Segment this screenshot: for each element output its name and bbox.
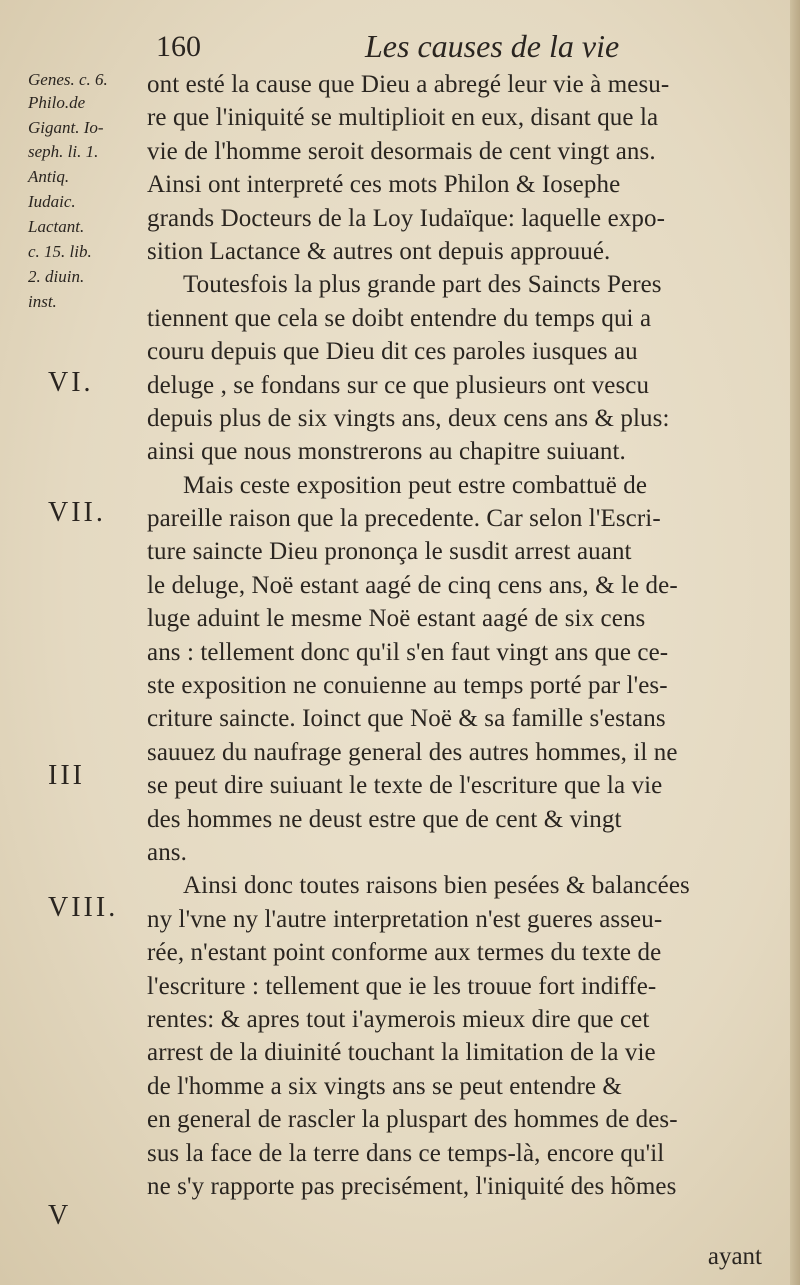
text-line: des hommes ne deust estre que de cent & vingt: [147, 805, 622, 833]
body-text: [147, 68, 767, 1203]
text-line: rentes: & apres tout i'aymerois mieux dire que cet: [147, 1005, 650, 1033]
text-line: le deluge, Noë estant aagé de cinq cens ans, & le de-: [147, 571, 678, 599]
text-line: rée, n'estant point conforme aux termes du texte de: [147, 939, 662, 967]
text-line: ne s'y rapporte pas precisément, l'iniquité des hõmes: [147, 1172, 677, 1200]
margin-note: seph. li. 1.: [28, 142, 99, 161]
text-line: criture saincte. Ioinct que Noë & sa famille s'estans: [147, 705, 666, 733]
text-line: ainsi que nous monstrerons au chapitre suiuant.: [147, 438, 626, 466]
section-marker: V: [48, 1200, 72, 1231]
text-line: en general de rascler la pluspart des hommes de des-: [147, 1106, 678, 1134]
text-line: ont esté la cause que Dieu a abregé leur vie à mesu-: [147, 71, 670, 98]
margin-note: Philo.de: [28, 93, 86, 112]
text-line: re que l'iniquité se multiplioit en eux, disant que la: [147, 104, 659, 132]
section-marker: VII.: [48, 497, 106, 528]
text-line: se peut dire suiuant le texte de l'escriture que la vie: [147, 772, 663, 800]
text-line: ans.: [147, 838, 187, 866]
text-line: l'escriture : tellement que ie les trouue fort indiffe-: [147, 972, 657, 1000]
text-line: sition Lactance & autres ont depuis approuué.: [147, 237, 611, 265]
text-line: tiennent que cela se doibt entendre du temps qui a: [147, 304, 652, 332]
text-line: grands Docteurs de la Loy Iudaïque: laquelle expo-: [147, 204, 666, 232]
text-line: luge aduint le mesme Noë estant aagé de six cens: [147, 605, 646, 633]
running-title: Les causes de la vie: [365, 28, 620, 64]
margin-note: Genes. c. 6.: [28, 70, 108, 89]
text-line: depuis plus de six vingts ans, deux cens ans & plus:: [147, 404, 670, 432]
text-line: arrest de la diuinité touchant la limitation de la vie: [147, 1039, 656, 1067]
text-line: Mais ceste exposition peut estre combattuë de: [183, 471, 648, 499]
margin-note: Iudaic.: [28, 192, 76, 211]
text-line: de l'homme a six vingts ans se peut entendre &: [147, 1072, 622, 1100]
text-line: vie de l'homme seroit desormais de cent vingt ans.: [147, 137, 656, 165]
text-line: Ainsi ont interpreté ces mots Philon & Iosephe: [147, 171, 621, 199]
section-marker: VI.: [48, 367, 94, 398]
page-number: 160: [156, 30, 201, 63]
margin-note: Lactant.: [28, 217, 85, 236]
text-line: Toutesfois la plus grande part des Saincts Peres: [183, 271, 662, 299]
page-header: [150, 22, 770, 66]
text-line: ste exposition ne conuienne au temps porté par l'es-: [147, 672, 668, 700]
margin-note: Gigant. Io-: [28, 118, 104, 137]
section-marker: III: [48, 760, 85, 791]
text-line: ans : tellement donc qu'il s'en faut vingt ans que ce-: [147, 638, 669, 666]
text-line: deluge , se fondans sur ce que plusieurs ont vescu: [147, 371, 650, 399]
text-line: pareille raison que la precedente. Car selon l'Escri-: [147, 505, 661, 533]
text-line: sauuez du naufrage general des autres hommes, il ne: [147, 738, 678, 766]
text-line: sus la face de la terre dans ce temps-là, encore qu'il: [147, 1139, 665, 1167]
text-line: ture saincte Dieu prononça le susdit arrest auant: [147, 538, 632, 566]
margin-note: inst.: [28, 292, 57, 311]
section-marker: VIII.: [48, 892, 119, 923]
text-line: couru depuis que Dieu dit ces paroles iusques au: [147, 338, 638, 366]
margin-note: 2. diuin.: [28, 267, 85, 286]
page-edge: [790, 0, 800, 1285]
margin-note: c. 15. lib.: [28, 242, 92, 261]
text-line: ny l'vne ny l'autre interpretation n'est gueres asseu-: [147, 905, 663, 933]
margin-notes: [28, 70, 153, 1270]
text-line: Ainsi donc toutes raisons bien pesées & balancées: [183, 872, 690, 900]
margin-note: Antiq.: [28, 167, 70, 186]
catchword: ayant: [707, 1243, 762, 1270]
